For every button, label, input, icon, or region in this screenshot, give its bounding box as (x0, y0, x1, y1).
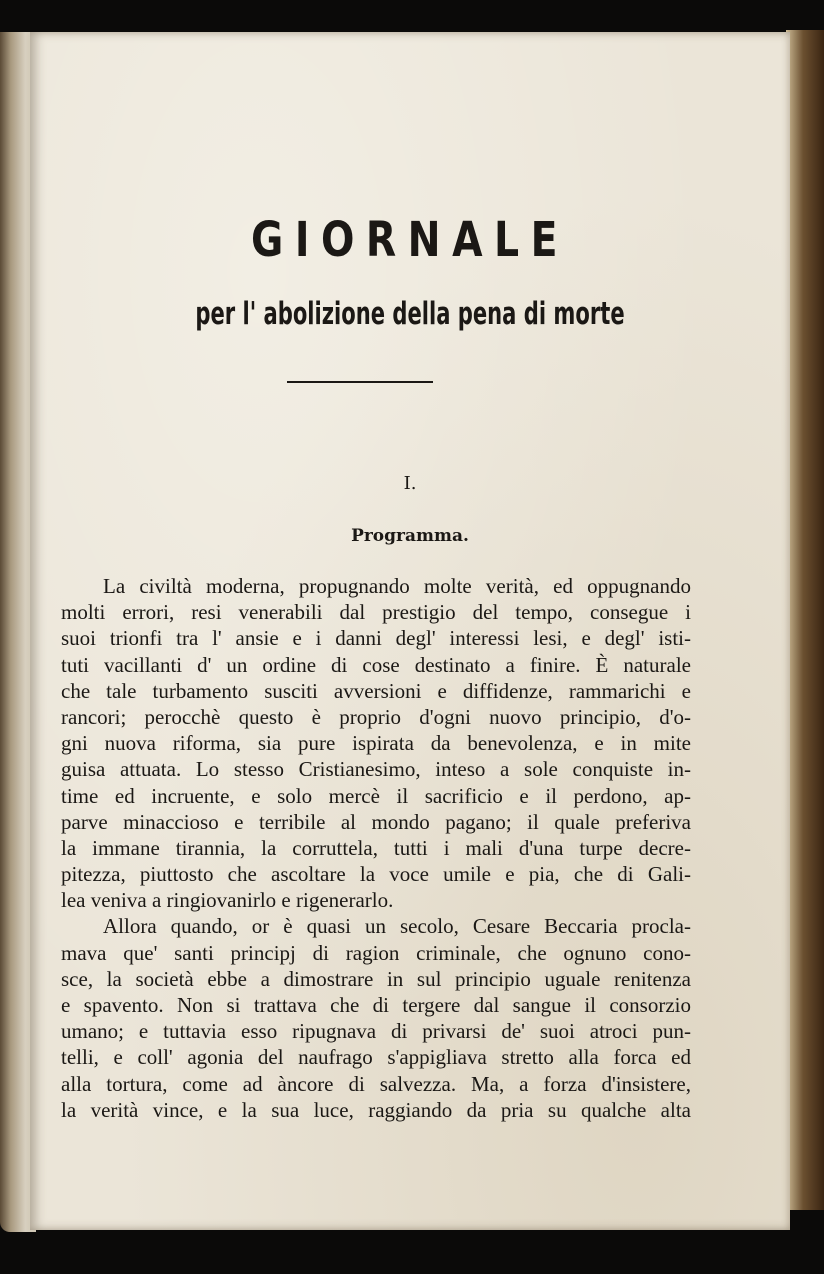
text-line: telli, e coll' agonia del naufrago s'appigliava stretto alla forca ed (61, 1045, 691, 1070)
text-line: rancori; perocchè questo è proprio d'ogni nuovo principio, d'o- (61, 704, 691, 729)
text-line: molti errori, resi venerabili dal prestigio del tempo, consegue i (61, 600, 691, 625)
text-line: time ed incruente, e solo mercè il sacrificio e il perdono, ap- (61, 783, 691, 808)
text-line: la verità vince, e la sua luce, raggiando da pria su qualche alta (61, 1097, 691, 1122)
text-line: tuti vacillanti d' un ordine di cose destinato a finire. È naturale (61, 652, 691, 677)
text-line: lea veniva a ringiovanirlo e rigenerarlo. (61, 888, 394, 913)
text-line: la immane tirannia, la corruttela, tutti i mali d'una turpe decre- (61, 835, 691, 860)
text-line: suoi trionfi tra l' ansie e i danni degl' interessi lesi, e degl' isti- (61, 626, 691, 651)
text-line: mava que' santi principj di ragion criminale, che ognuno cono- (61, 940, 691, 965)
divider-rule (287, 381, 433, 383)
text-line: parve minaccioso e terribile al mondo pagano; il quale preferiva (61, 809, 691, 834)
text-line: gni nuova riforma, sia pure ispirata da benevolenza, e in mite (61, 731, 691, 756)
body-text (61, 573, 691, 1123)
section-numeral: I. (403, 473, 417, 494)
section-heading: Programma. (351, 526, 469, 546)
page-title: GIORNALE (251, 212, 569, 268)
text-line: Allora quando, or è quasi un secolo, Cesare Beccaria procla- (103, 914, 691, 939)
book-page (30, 32, 790, 1230)
text-line: guisa attuata. Lo stesso Cristianesimo, inteso a sole conquiste in- (61, 757, 691, 782)
text-line: umano; e tuttavia esso ripugnava di privarsi de' suoi atroci pun- (61, 1019, 691, 1044)
text-line: e spavento. Non si trattava che di tergere dal sangue il consorzio (61, 993, 691, 1017)
text-line: pitezza, piuttosto che ascoltare la voce umile e pia, che di Gali- (61, 862, 691, 887)
text-line: La civiltà moderna, propugnando molte verità, ed oppugnando (103, 574, 691, 598)
page-subtitle: per l' abolizione della pena di morte (195, 296, 625, 332)
text-line: alla tortura, come ad àncore di salvezza. Ma, a forza d'insistere, (61, 1071, 691, 1096)
text-line: sce, la società ebbe a dimostrare in sul principio uguale renitenza (61, 966, 691, 991)
text-line: che tale turbamento susciti avversioni e diffidenze, rammarichi e (61, 678, 691, 703)
book-cover-edge (786, 30, 824, 1210)
